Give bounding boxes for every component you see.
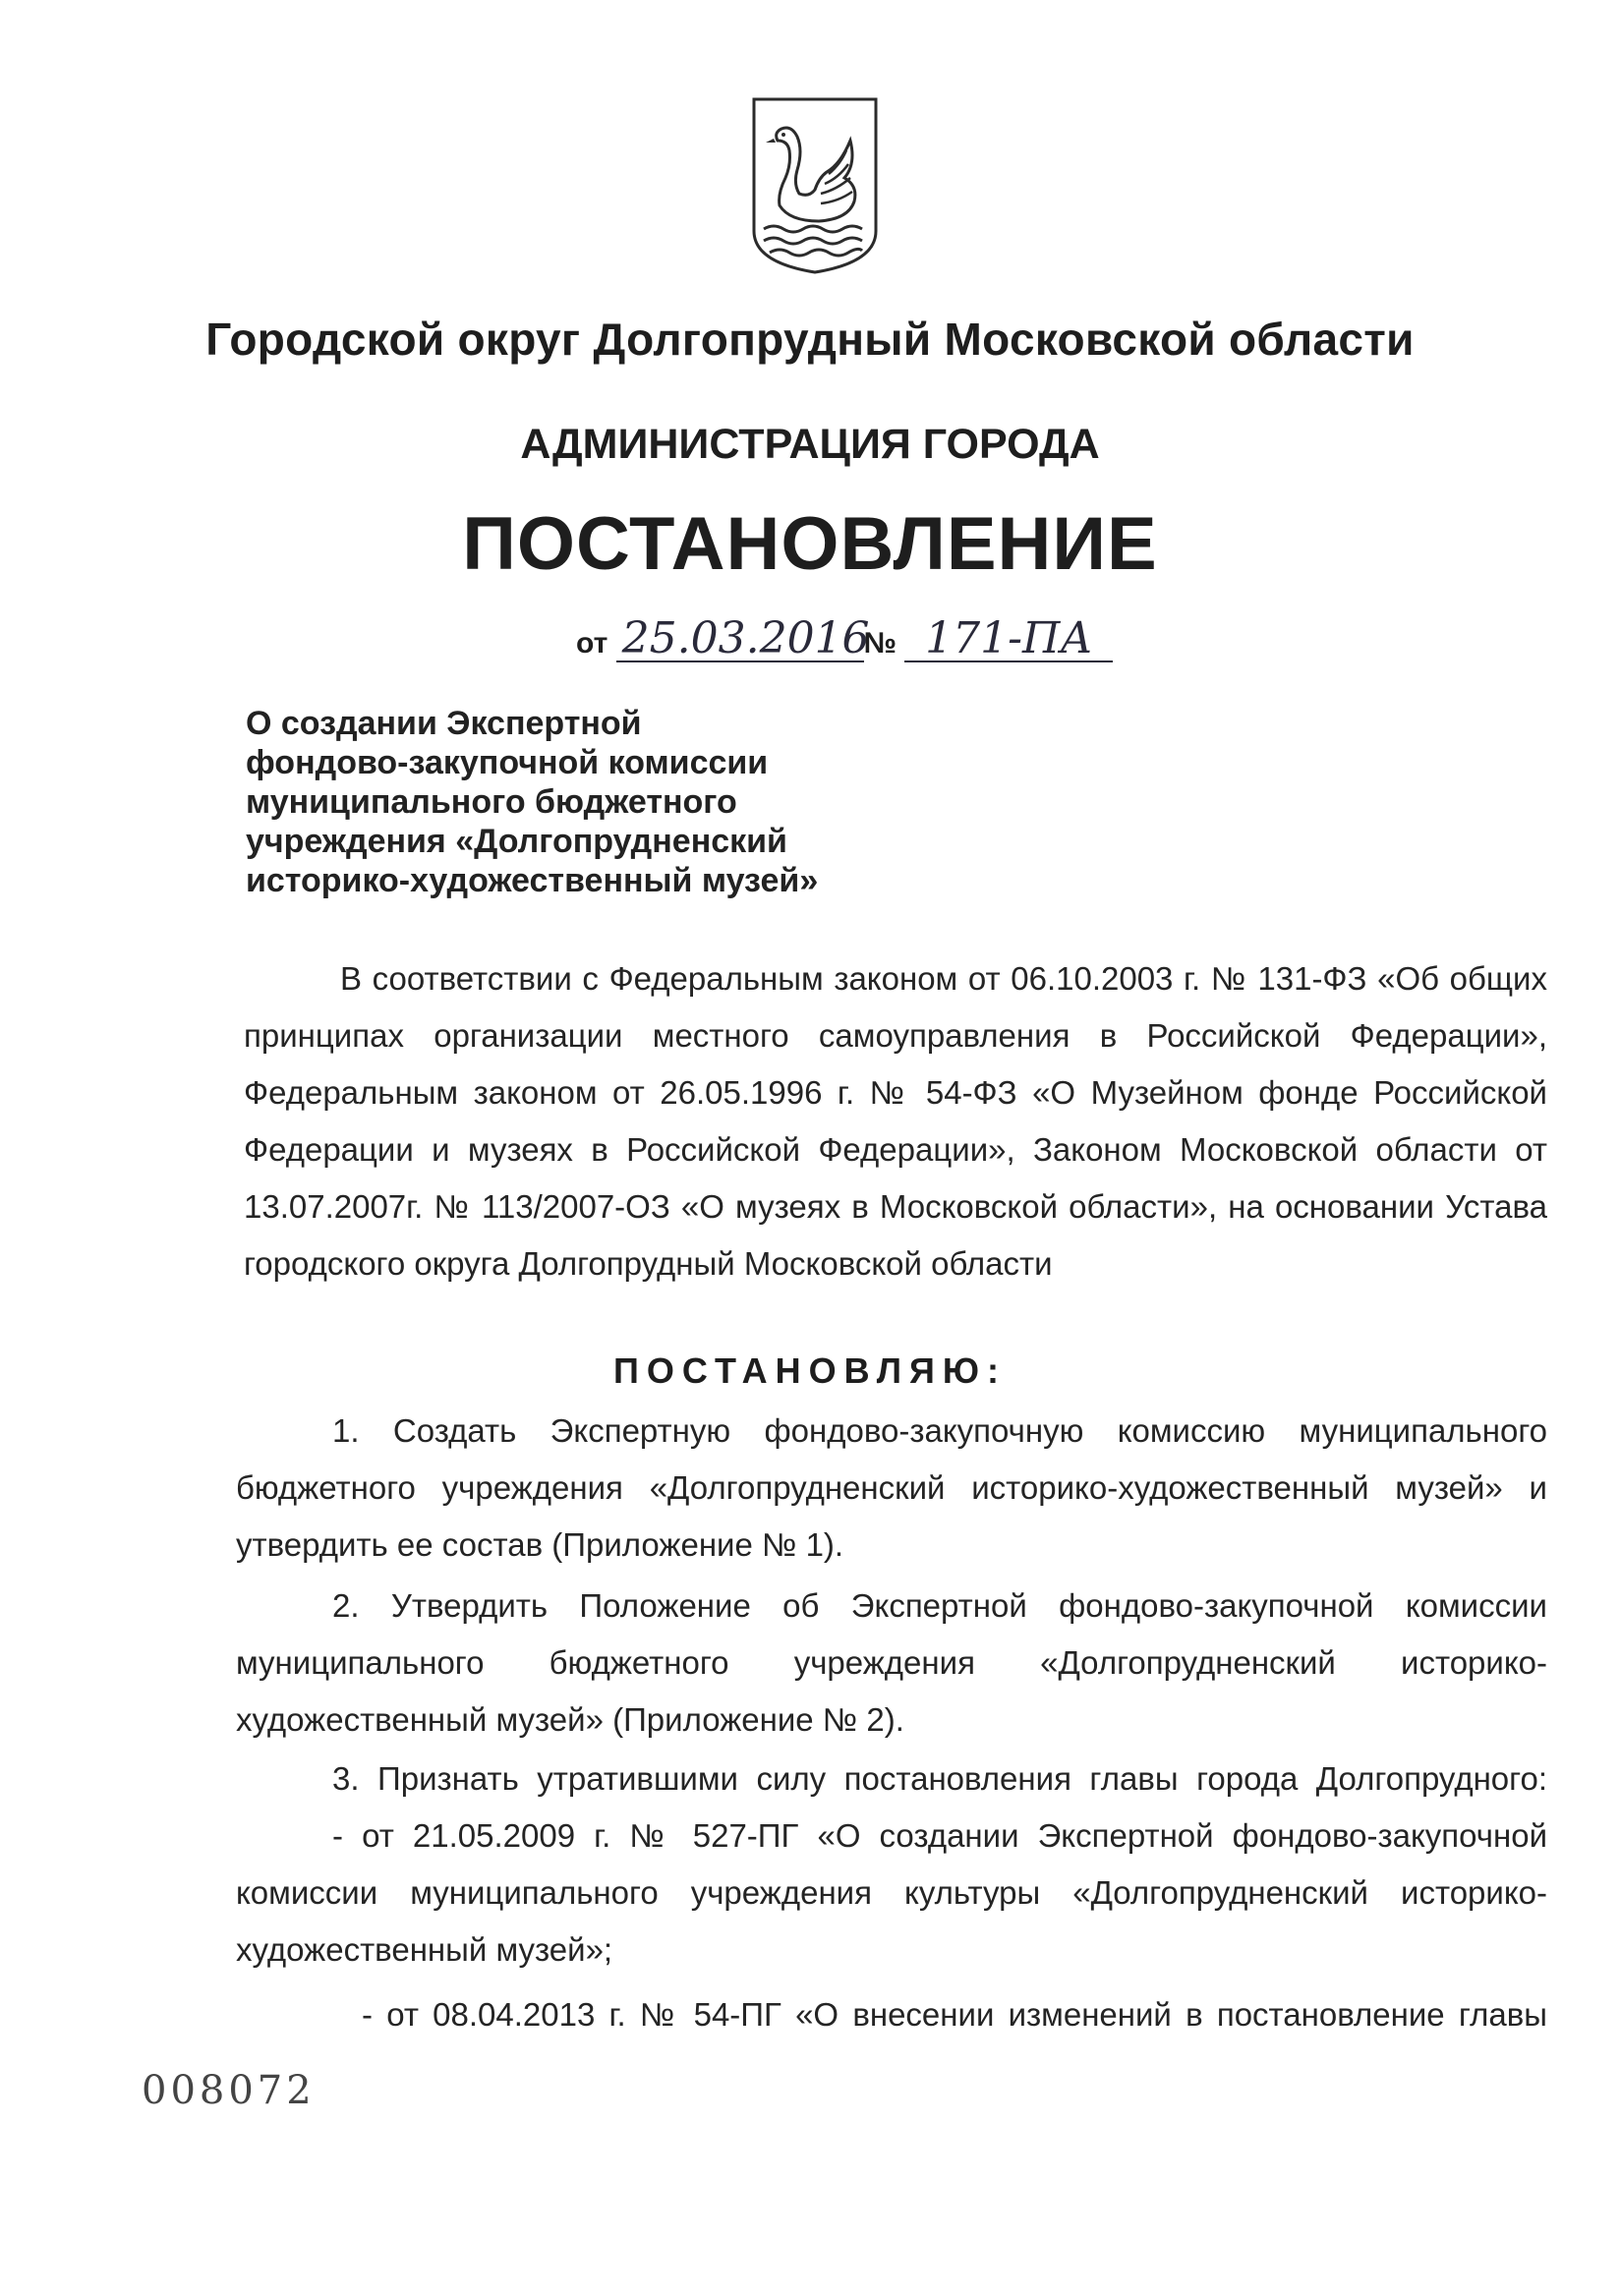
item-line: художественный музей» (Приложение № 2). — [236, 1701, 904, 1738]
municipality-name: Городской округ Долгопрудный Московской области — [205, 314, 1415, 365]
preamble-line: принципах организации местного самоуправления в Российской Федерации», — [244, 1017, 1547, 1054]
subject-line: фондово-закупочной комиссии — [246, 744, 769, 781]
item-line: 3. Признать утратившими силу постановления главы города Долгопрудного: — [332, 1760, 1547, 1797]
handwritten-date: 25.03.2016 — [616, 617, 864, 662]
administration-title: АДМИНИСТРАЦИЯ ГОРОДА — [520, 421, 1100, 468]
swan-coat-of-arms-icon — [750, 95, 880, 276]
document-type-title: ПОСТАНОВЛЕНИЕ — [462, 502, 1158, 586]
date-number-line — [576, 613, 1113, 663]
item-line: утвердить ее состав (Приложение № 1). — [236, 1526, 844, 1563]
preamble-line: Федеральным законом от 26.05.1996 г. № 54-ФЗ «О Музейном фонде Российской — [244, 1074, 1547, 1111]
preamble-line: Федерации и музеях в Российской Федерации», Законом Московской области от — [244, 1131, 1547, 1168]
subject-line: историко-художественный музей» — [246, 862, 819, 899]
serial-number-stamp: 008072 — [142, 2068, 316, 2113]
subject-line: муниципального бюджетного — [246, 783, 737, 821]
item-line: комиссии муниципального учреждения культуры «Долгопрудненский историко- — [236, 1874, 1547, 1911]
preamble-line: городского округа Долгопрудный Московской области — [244, 1245, 1053, 1282]
preamble-line: В соответствии с Федеральным законом от 06.10.2003 г. № 131-ФЗ «Об общих — [340, 960, 1547, 997]
item-line: художественный музей»; — [236, 1931, 613, 1968]
preamble-line: 13.07.2007г. № 113/2007-ОЗ «О музеях в Московской области», на основании Устава — [244, 1188, 1547, 1225]
decree-heading: ПОСТАНОВЛЯЮ: — [612, 1350, 1008, 1391]
item-line: 2. Утвердить Положение об Экспертной фондово-закупочной комиссии — [332, 1587, 1547, 1624]
subject-block — [246, 704, 954, 900]
date-prefix: от — [576, 627, 608, 660]
item-line: 1. Создать Экспертную фондово-закупочную комиссию муниципального — [332, 1412, 1547, 1449]
item-line: бюджетного учреждения «Долгопрудненский историко-художественный музей» и — [236, 1469, 1547, 1506]
subject-line: О создании Экспертной — [246, 705, 642, 742]
item-line: - от 08.04.2013 г. № 54-ПГ «О внесении изменений в постановление главы — [362, 1996, 1547, 2033]
handwritten-number: 171-ПА — [904, 617, 1113, 662]
item-line: - от 21.05.2009 г. № 527-ПГ «О создании Экспертной фондово-закупочной — [332, 1817, 1547, 1854]
number-sign: № — [863, 627, 897, 660]
subject-line: учреждения «Долгопрудненский — [246, 823, 787, 860]
item-line: муниципального бюджетного учреждения «Долгопрудненский историко- — [236, 1644, 1547, 1681]
